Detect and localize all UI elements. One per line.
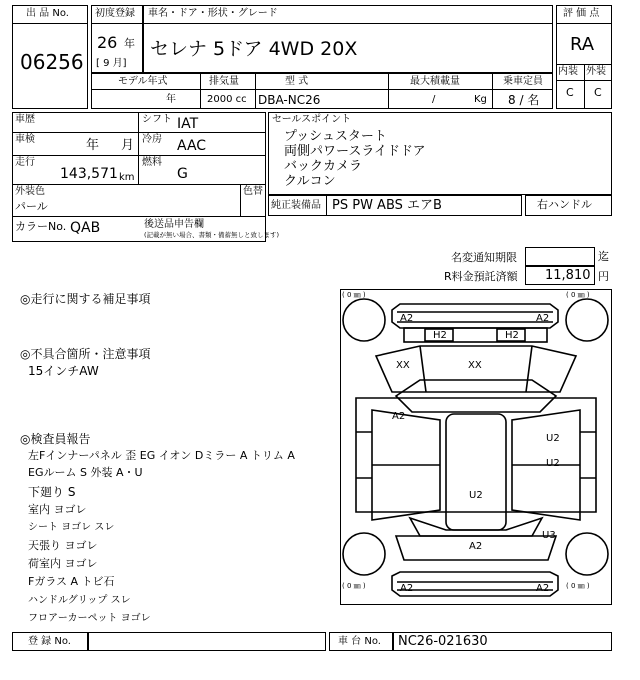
inspector-item: Fガラス A トビ石 (28, 575, 115, 588)
max-load: / (432, 94, 436, 105)
score-label: 評 価 点 (563, 8, 600, 19)
damage-mark: U2 (469, 490, 483, 501)
tire-marker-fr: ( 0 ㎜ ) (566, 291, 590, 299)
capacity-label: 乗車定員 (503, 76, 543, 87)
tire-front-left (343, 299, 385, 341)
displacement-label: 排気量 (209, 76, 239, 87)
ext-color: パール (15, 200, 48, 213)
tire-rear-right (566, 533, 608, 575)
model-year-unit: 年 (166, 94, 176, 105)
recycle: 11,810 (545, 268, 591, 283)
chassis-label: 車 台 No. (338, 636, 381, 647)
sales-point-item: バックカメラ (284, 159, 363, 174)
reg-no-value-box (88, 632, 326, 651)
tire-marker-rl: ( 0 ㎜ ) (342, 582, 366, 590)
sales-point-item: プッシュスタート (284, 129, 387, 144)
max-load-label: 最大積載量 (410, 76, 460, 87)
rear-window (410, 518, 542, 536)
damage-mark: U3 (542, 530, 556, 541)
inspector-item: 室内 ヨゴレ (28, 503, 87, 516)
mileage-label: 走行 (15, 157, 35, 168)
reg-no-label: 登 録 No. (28, 636, 71, 647)
defect-item: 15インチAW (28, 364, 99, 378)
mileage-unit: km (119, 172, 135, 183)
sales-points-label: セールスポイント (272, 114, 352, 125)
transfer-unit: 迄 (598, 250, 609, 263)
lot-no-label: 出 品 No. (26, 8, 69, 19)
equipment: PS PW ABS エアB (332, 198, 442, 213)
damage-mark: H2 (505, 330, 519, 341)
damage-mark: U2 (546, 433, 560, 444)
repaint-label: 色替 (243, 186, 263, 197)
first-reg-year: 26 (97, 33, 118, 52)
max-load-unit: Kg (474, 94, 487, 105)
damage-mark: H2 (433, 330, 447, 341)
tire-marker-fl: ( 0 ㎜ ) (342, 291, 366, 299)
equipment-label: 純正装備品 (271, 200, 321, 211)
defects-title: ◎不具合箇所・注意事項 (20, 347, 151, 361)
windshield (396, 380, 556, 412)
inspector-item: 下廻り S (28, 485, 76, 499)
damage-mark: A2 (392, 411, 406, 422)
inspector-item: 荷室内 ヨゴレ (28, 557, 98, 570)
damage-mark: A2 (536, 583, 550, 594)
first-reg-month: [ 9 月] (96, 58, 127, 69)
sales-point-item: 両側パワースライドドア (284, 144, 426, 159)
lot-no: 06256 (20, 50, 84, 74)
damage-mark: XX (396, 360, 410, 371)
shift-label: シフト (142, 114, 172, 125)
damage-mark: A2 (400, 583, 414, 594)
inspector-item: 左Fインナーパネル 歪 EG イオン Dミラー A トリム A (28, 449, 295, 462)
score: RA (570, 34, 595, 55)
damage-mark: A2 (400, 313, 414, 324)
interior-label: 内装 (558, 66, 578, 77)
ac: AAC (177, 138, 207, 154)
ext-color-label: 外装色 (15, 186, 45, 197)
color-no-label: カラーNo. (15, 220, 67, 233)
exterior-grade: C (594, 86, 602, 99)
damage-mark: A2 (469, 541, 483, 552)
inspection-label: 車検 (15, 134, 35, 145)
car-name-label: 車名・ドア・形状・グレード (148, 8, 278, 19)
inspector-item: シート ヨゴレ スレ (28, 522, 115, 533)
ac-label: 冷房 (142, 134, 162, 145)
chassis: NC26-021630 (398, 634, 488, 649)
car-name: セレナ 5ドア 4WD 20X (150, 38, 358, 60)
interior-grade: C (566, 86, 574, 99)
type: DBA-NC26 (258, 93, 321, 107)
tire-rear-left (343, 533, 385, 575)
inspector-item: フロアーカーペット ヨゴレ (28, 613, 151, 624)
damage-mark: XX (468, 360, 482, 371)
tire-marker-rr: ( 0 ㎜ ) (566, 582, 590, 590)
displacement: 2000 cc (207, 94, 247, 105)
rear-bumper (392, 572, 558, 596)
color-no: QAB (70, 220, 101, 236)
tire-front-right (566, 299, 608, 341)
mileage: 143,571 (60, 166, 118, 182)
first-reg-year-unit: 年 (124, 37, 135, 50)
inspector-item: EGルーム S 外装 A・U (28, 466, 143, 479)
model-year-label: モデル年式 (118, 76, 168, 87)
exterior-label: 外装 (586, 66, 606, 77)
history-label: 車歴 (15, 114, 35, 125)
later-report-note: (記載が無い場合、書類・備蓄無しと致します) (144, 231, 280, 239)
front-bumper (392, 304, 558, 328)
damage-mark: A2 (536, 313, 550, 324)
first-reg-label: 初度登録 (95, 8, 135, 19)
steering: 右ハンドル (537, 198, 592, 211)
inspector-item: 天張り ヨゴレ (28, 539, 98, 552)
later-report-label: 後送品申告欄 (144, 219, 204, 230)
damage-mark: U2 (546, 458, 560, 469)
inspector-item: ハンドルグリップ スレ (28, 595, 131, 606)
inspection-year: 年 (86, 138, 100, 153)
sales-point-item: クルコン (284, 174, 336, 189)
fuel: G (177, 166, 188, 182)
shift: IAT (177, 116, 199, 132)
inspector-title: ◎検査員報告 (20, 432, 91, 446)
type-label: 型 式 (285, 76, 309, 87)
transfer-deadline-label: 名変通知期限 (451, 251, 517, 264)
fuel-label: 燃料 (142, 157, 162, 168)
supplement-title: ◎走行に関する補足事項 (20, 292, 151, 306)
recycle-unit: 円 (598, 270, 609, 283)
inspection-month: 月 (121, 138, 135, 153)
recycle-label: R料金預託済額 (444, 270, 518, 283)
capacity: 8 / 名 (508, 93, 540, 107)
